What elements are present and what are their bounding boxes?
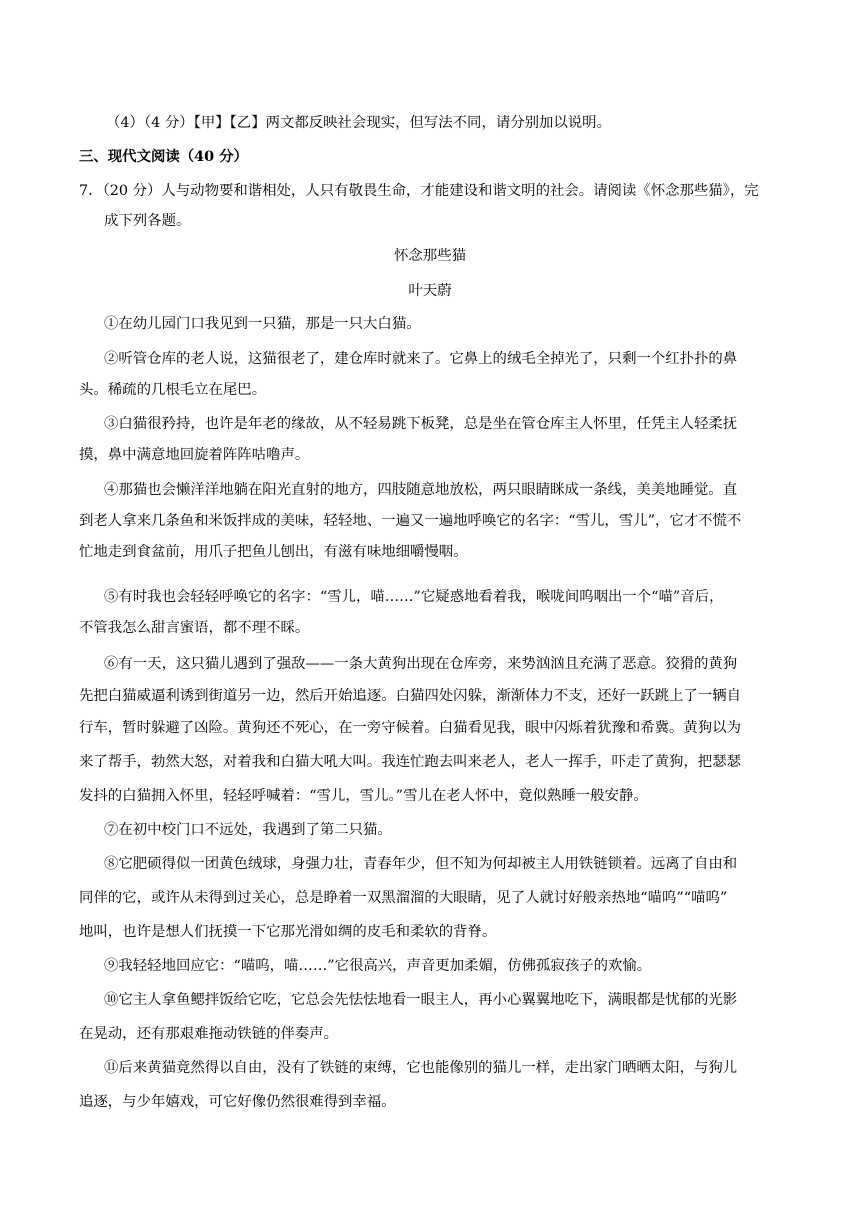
- paragraph-line: 摸，鼻中满意地回旋着阵阵咕噜声。: [79, 447, 310, 463]
- paragraph-line: 同伴的它，或许从未得到过关心，总是睁着一双黑溜溜的大眼睛，见了人就讨好般亲热地“喵呜”“喵呜”: [79, 890, 728, 906]
- article-author: 叶天蔚: [408, 283, 452, 299]
- paragraph-line: ⑦在初中校门口不远处，我遇到了第二只猫。: [104, 822, 392, 838]
- paragraph-line: 不管我怎么甜言蜜语，都不理不睬。: [79, 620, 310, 636]
- paragraph-line: ⑩它主人拿鱼鳃拌饭给它吃，它总会先怯怯地看一眼主人，再小心翼翼地吃下，满眼都是忧郁的光影: [104, 992, 738, 1008]
- paragraph-line: ④那猫也会懒洋洋地躺在阳光直射的地方，四肢随意地放松，两只眼睛眯成一条线，美美地睡觉。直: [104, 482, 738, 498]
- paragraph-line: 行车，暂时躲避了凶险。黄狗还不死心，在一旁守候着。白猫看见我，眼中闪烁着犹豫和希冀。黄狗以为: [79, 720, 741, 736]
- question-7-line-1: 7．（20 分）人与动物要和谐相处，人只有敬畏生命，才能建设和谐文明的社会。请阅读《怀念那些猫》，完: [79, 183, 759, 199]
- paragraph-line: ⑥有一天，这只猫儿遇到了强敌——一条大黄狗出现在仓库旁，来势汹汹且充满了恶意。狡猾的黄狗: [104, 656, 738, 672]
- paragraph-line: 来了帮手，勃然大怒，对着我和白猫大吼大叫。我连忙跑去叫来老人，老人一挥手，吓走了黄狗，把瑟瑟: [79, 754, 741, 770]
- paragraph-line: ③白猫很矜持，也许是年老的缘故，从不轻易跳下板凳，总是坐在管仓库主人怀里，任凭主人轻柔抚: [104, 416, 738, 432]
- paragraph-line: 忙地走到食盆前，用爪子把鱼儿刨出，有滋有味地细嚼慢咽。: [79, 544, 468, 560]
- paragraph-line: 头。稀疏的几根毛立在尾巴。: [79, 382, 267, 398]
- paragraph-line: 到老人拿来几条鱼和米饭拌成的美味，轻轻地、一遍又一遍地呼唤它的名字：“雪儿，雪儿”，它才不慌不: [79, 513, 742, 529]
- paragraph-line: 在晃动，还有那艰难拖动铁链的伴奏声。: [79, 1026, 339, 1042]
- paragraph-line: 地叫，也许是想人们抚摸一下它那光滑如绸的皮毛和柔软的背脊。: [79, 924, 497, 940]
- paragraph-line: ①在幼儿园门口我见到一只猫，那是一只大白猫。: [104, 316, 421, 332]
- paragraph-line: ⑨我轻轻地回应它：“喵呜，喵……”它很高兴，声音更加柔媚，仿佛孤寂孩子的欢愉。: [104, 958, 652, 974]
- paragraph-line: ⑪后来黄猫竟然得以自由，没有了铁链的束缚，它也能像别的猫儿一样，走出家门晒晒太阳，与狗儿: [104, 1060, 738, 1076]
- section-heading: 三、现代文阅读（40 分）: [79, 148, 248, 165]
- paragraph-line: 追逐，与少年嬉戏，可它好像仍然很难得到幸福。: [79, 1094, 396, 1110]
- question-4-text: （4）（4 分）【甲】【乙】两文都反映社会现实，但写法不同，请分别加以说明。: [106, 115, 611, 131]
- paragraph-line: ⑧它肥硕得似一团黄色绒球，身强力壮，青春年少，但不知为何却被主人用铁链锁着。远离了自由和: [104, 856, 738, 872]
- paragraph-line: 发抖的白猫拥入怀里，轻轻呼喊着：“雪儿，雪儿。”雪儿在老人怀中，竟似熟睡一般安静。: [79, 788, 648, 804]
- paragraph-line: 先把白猫威逼利诱到街道另一边，然后开始追逐。白猫四处闪躲，渐渐体力不支，还好一跃跳上了一辆自: [79, 688, 741, 704]
- article-title: 怀念那些猫: [394, 248, 466, 264]
- paragraph-line: ②听管仓库的老人说，这猫很老了，建仓库时就来了。它鼻上的绒毛全掉光了，只剩一个红扑扑的鼻: [104, 351, 738, 367]
- question-7-line-2: 成下列各题。: [104, 213, 191, 229]
- paragraph-line: ⑤有时我也会轻轻呼唤它的名字：“雪儿，喵……”它疑惑地看着我，喉咙间呜咽出一个“喵”音后，: [104, 589, 724, 605]
